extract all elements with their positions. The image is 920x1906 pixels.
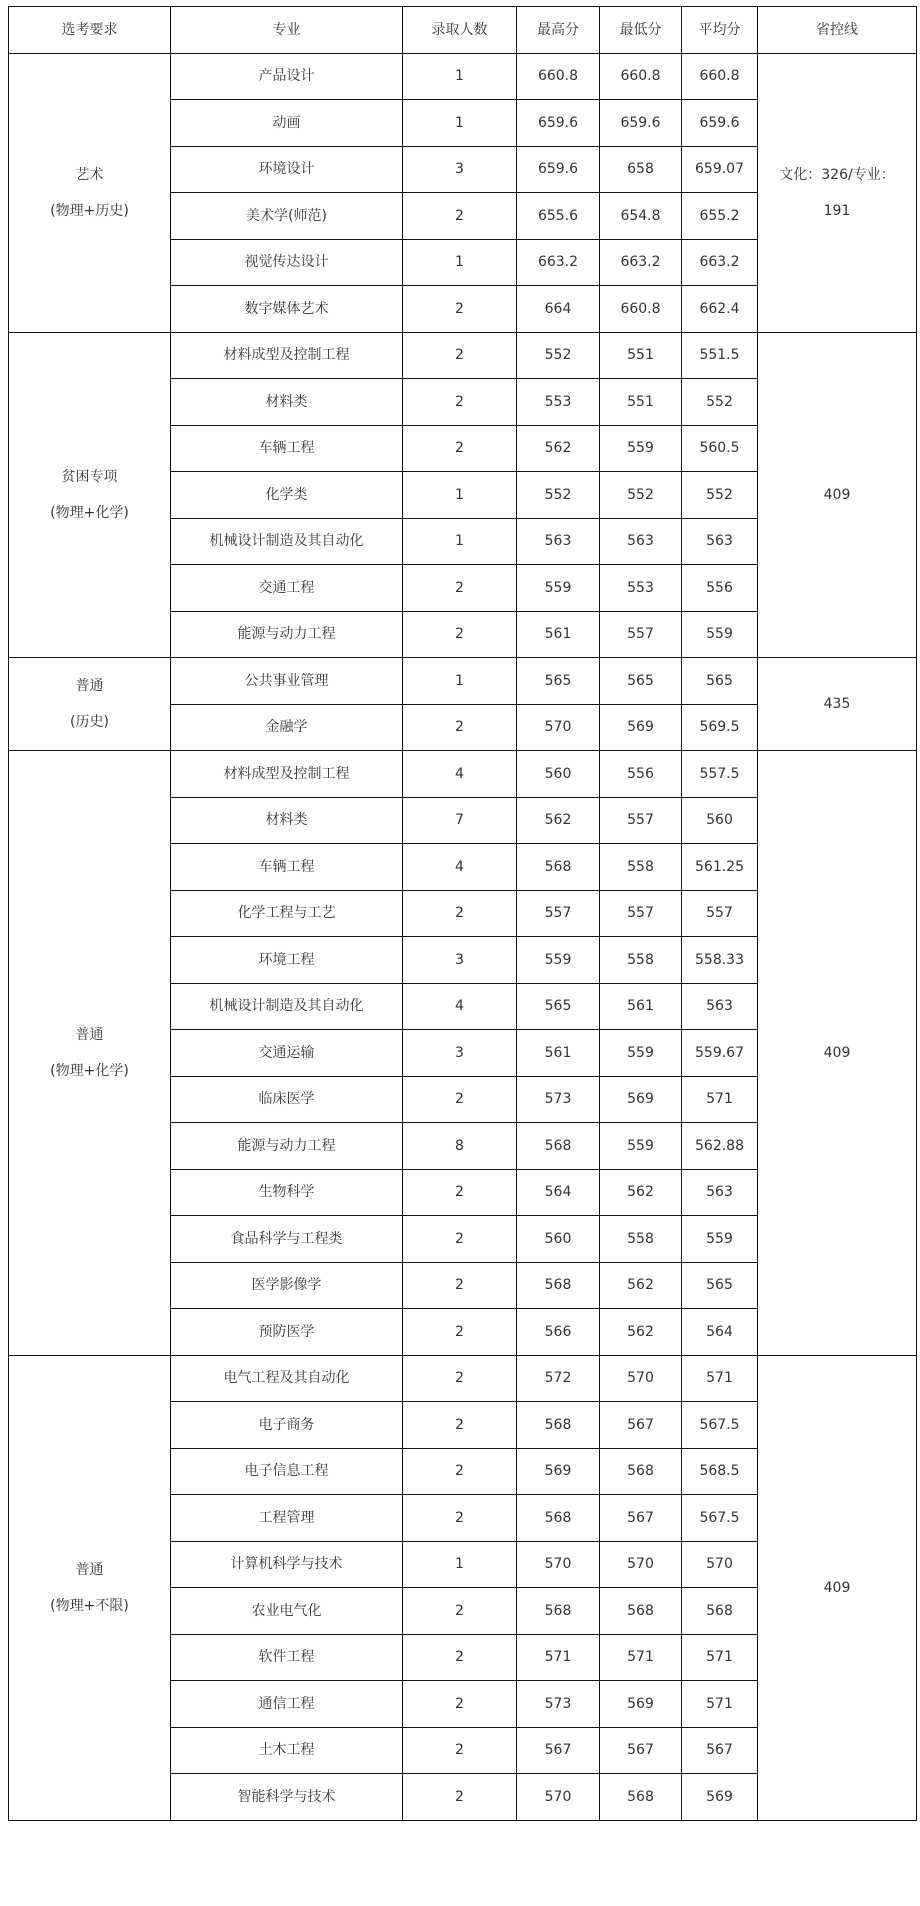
control-line-cell: 409	[758, 751, 917, 1356]
avg-score-cell: 565	[682, 1262, 758, 1309]
admitted-count-cell: 2	[403, 425, 517, 472]
admitted-count-cell: 2	[403, 1262, 517, 1309]
admitted-count-cell: 2	[403, 1076, 517, 1123]
major-cell: 材料成型及控制工程	[171, 751, 403, 798]
group-label-cell	[9, 751, 171, 1356]
admitted-count-cell: 1	[403, 53, 517, 100]
header-admitted-count: 录取人数	[403, 7, 517, 54]
admitted-count-cell: 2	[403, 1588, 517, 1635]
admitted-count-cell: 1	[403, 239, 517, 286]
min-score-cell: 563	[600, 518, 682, 565]
avg-score-cell: 552	[682, 472, 758, 519]
avg-score-cell: 569	[682, 1774, 758, 1821]
admitted-count-cell: 2	[403, 1402, 517, 1449]
avg-score-cell: 571	[682, 1355, 758, 1402]
min-score-cell: 659.6	[600, 100, 682, 147]
max-score-cell: 565	[517, 658, 600, 705]
table-body	[9, 53, 917, 1820]
max-score-cell: 659.6	[517, 146, 600, 193]
min-score-cell: 570	[600, 1541, 682, 1588]
group-type: 贫困专项	[61, 468, 118, 485]
avg-score-cell: 662.4	[682, 286, 758, 333]
min-score-cell: 557	[600, 611, 682, 658]
major-cell: 材料类	[171, 797, 403, 844]
avg-score-cell: 567.5	[682, 1402, 758, 1449]
min-score-cell: 660.8	[600, 53, 682, 100]
max-score-cell: 664	[517, 286, 600, 333]
max-score-cell: 573	[517, 1076, 600, 1123]
major-cell: 能源与动力工程	[171, 1123, 403, 1170]
avg-score-cell: 571	[682, 1076, 758, 1123]
admitted-count-cell: 1	[403, 1541, 517, 1588]
header-major: 专业	[171, 7, 403, 54]
max-score-cell: 570	[517, 1774, 600, 1821]
admitted-count-cell: 2	[403, 1216, 517, 1263]
min-score-cell: 561	[600, 983, 682, 1030]
group-subjects: (物理+化学)	[50, 504, 129, 521]
admitted-count-cell: 2	[403, 379, 517, 426]
table-row	[9, 658, 917, 705]
group-subjects: (物理+不限)	[50, 1597, 129, 1614]
group-type: 普通	[75, 1026, 104, 1043]
admitted-count-cell: 2	[403, 1681, 517, 1728]
avg-score-cell: 660.8	[682, 53, 758, 100]
table-row	[9, 332, 917, 379]
max-score-cell: 572	[517, 1355, 600, 1402]
max-score-cell: 573	[517, 1681, 600, 1728]
major-cell: 机械设计制造及其自动化	[171, 518, 403, 565]
major-cell: 材料类	[171, 379, 403, 426]
max-score-cell: 655.6	[517, 193, 600, 240]
max-score-cell: 562	[517, 797, 600, 844]
major-cell: 产品设计	[171, 53, 403, 100]
major-cell: 车辆工程	[171, 425, 403, 472]
major-cell: 电气工程及其自动化	[171, 1355, 403, 1402]
header-max-score: 最高分	[517, 7, 600, 54]
admitted-count-cell: 2	[403, 1355, 517, 1402]
group-subjects: (历史)	[70, 714, 109, 730]
major-cell: 电子商务	[171, 1402, 403, 1449]
avg-score-cell: 663.2	[682, 239, 758, 286]
max-score-cell: 663.2	[517, 239, 600, 286]
major-cell: 医学影像学	[171, 1262, 403, 1309]
admitted-count-cell: 1	[403, 658, 517, 705]
avg-score-cell: 563	[682, 518, 758, 565]
min-score-cell: 551	[600, 379, 682, 426]
major-cell: 车辆工程	[171, 844, 403, 891]
major-cell: 农业电气化	[171, 1588, 403, 1635]
min-score-cell: 660.8	[600, 286, 682, 333]
max-score-cell: 568	[517, 1588, 600, 1635]
avg-score-cell: 559.67	[682, 1030, 758, 1077]
admitted-count-cell: 2	[403, 1495, 517, 1542]
min-score-cell: 568	[600, 1774, 682, 1821]
min-score-cell: 562	[600, 1309, 682, 1356]
max-score-cell: 564	[517, 1169, 600, 1216]
admitted-count-cell: 8	[403, 1123, 517, 1170]
admitted-count-cell: 3	[403, 937, 517, 984]
max-score-cell: 560	[517, 751, 600, 798]
min-score-cell: 571	[600, 1634, 682, 1681]
major-cell: 金融学	[171, 704, 403, 751]
min-score-cell: 552	[600, 472, 682, 519]
admitted-count-cell: 2	[403, 193, 517, 240]
min-score-cell: 558	[600, 937, 682, 984]
group-label-cell	[9, 53, 171, 332]
major-cell: 机械设计制造及其自动化	[171, 983, 403, 1030]
header-avg-score: 平均分	[682, 7, 758, 54]
max-score-cell: 552	[517, 332, 600, 379]
major-cell: 环境设计	[171, 146, 403, 193]
min-score-cell: 557	[600, 890, 682, 937]
major-cell: 临床医学	[171, 1076, 403, 1123]
max-score-cell: 568	[517, 1123, 600, 1170]
group-type: 艺术	[75, 166, 104, 183]
admitted-count-cell: 1	[403, 518, 517, 565]
avg-score-cell: 567	[682, 1727, 758, 1774]
max-score-cell: 559	[517, 937, 600, 984]
major-cell: 工程管理	[171, 1495, 403, 1542]
group-subjects: (物理+化学)	[50, 1062, 129, 1079]
min-score-cell: 551	[600, 332, 682, 379]
avg-score-cell: 556	[682, 565, 758, 612]
avg-score-cell: 570	[682, 1541, 758, 1588]
avg-score-cell: 559	[682, 611, 758, 658]
avg-score-cell: 568.5	[682, 1448, 758, 1495]
max-score-cell: 568	[517, 1495, 600, 1542]
min-score-cell: 658	[600, 146, 682, 193]
major-cell: 美术学(师范)	[171, 193, 403, 240]
group-subjects: (物理+历史)	[50, 202, 129, 219]
avg-score-cell: 561.25	[682, 844, 758, 891]
avg-score-cell: 659.07	[682, 146, 758, 193]
header-subject-requirement: 选考要求	[9, 7, 171, 54]
admission-scores-table	[8, 6, 917, 1821]
max-score-cell: 660.8	[517, 53, 600, 100]
max-score-cell: 659.6	[517, 100, 600, 147]
admitted-count-cell: 2	[403, 890, 517, 937]
header-min-score: 最低分	[600, 7, 682, 54]
min-score-cell: 569	[600, 1681, 682, 1728]
group-type: 普通	[75, 1561, 104, 1578]
min-score-cell: 569	[600, 1076, 682, 1123]
min-score-cell: 559	[600, 1123, 682, 1170]
group-label-cell	[9, 332, 171, 658]
major-cell: 电子信息工程	[171, 1448, 403, 1495]
avg-score-cell: 565	[682, 658, 758, 705]
max-score-cell: 571	[517, 1634, 600, 1681]
admitted-count-cell: 1	[403, 472, 517, 519]
header-row	[9, 7, 917, 54]
major-cell: 动画	[171, 100, 403, 147]
max-score-cell: 561	[517, 1030, 600, 1077]
max-score-cell: 570	[517, 704, 600, 751]
major-cell: 材料成型及控制工程	[171, 332, 403, 379]
table-row	[9, 751, 917, 798]
min-score-cell: 553	[600, 565, 682, 612]
major-cell: 智能科学与技术	[171, 1774, 403, 1821]
major-cell: 化学工程与工艺	[171, 890, 403, 937]
max-score-cell: 570	[517, 1541, 600, 1588]
group-type: 普通	[75, 678, 104, 694]
control-line-cell: 409	[758, 1355, 917, 1820]
avg-score-cell: 551.5	[682, 332, 758, 379]
admitted-count-cell: 2	[403, 1309, 517, 1356]
major-cell: 软件工程	[171, 1634, 403, 1681]
min-score-cell: 568	[600, 1588, 682, 1635]
min-score-cell: 567	[600, 1727, 682, 1774]
admitted-count-cell: 2	[403, 1448, 517, 1495]
max-score-cell: 552	[517, 472, 600, 519]
header-control-line: 省控线	[758, 7, 917, 54]
avg-score-cell: 563	[682, 983, 758, 1030]
admitted-count-cell: 4	[403, 751, 517, 798]
max-score-cell: 553	[517, 379, 600, 426]
max-score-cell: 567	[517, 1727, 600, 1774]
major-cell: 计算机科学与技术	[171, 1541, 403, 1588]
admitted-count-cell: 2	[403, 704, 517, 751]
min-score-cell: 557	[600, 797, 682, 844]
major-cell: 数字媒体艺术	[171, 286, 403, 333]
max-score-cell: 562	[517, 425, 600, 472]
admitted-count-cell: 7	[403, 797, 517, 844]
avg-score-cell: 559	[682, 1216, 758, 1263]
admitted-count-cell: 2	[403, 565, 517, 612]
major-cell: 化学类	[171, 472, 403, 519]
avg-score-cell: 655.2	[682, 193, 758, 240]
avg-score-cell: 558.33	[682, 937, 758, 984]
min-score-cell: 559	[600, 425, 682, 472]
table-row	[9, 1355, 917, 1402]
min-score-cell: 558	[600, 1216, 682, 1263]
max-score-cell: 560	[517, 1216, 600, 1263]
avg-score-cell: 552	[682, 379, 758, 426]
avg-score-cell: 571	[682, 1634, 758, 1681]
max-score-cell: 561	[517, 611, 600, 658]
control-line-cell: 409	[758, 332, 917, 658]
major-cell: 食品科学与工程类	[171, 1216, 403, 1263]
max-score-cell: 559	[517, 565, 600, 612]
avg-score-cell: 564	[682, 1309, 758, 1356]
min-score-cell: 565	[600, 658, 682, 705]
max-score-cell: 563	[517, 518, 600, 565]
major-cell: 土木工程	[171, 1727, 403, 1774]
major-cell: 公共事业管理	[171, 658, 403, 705]
admitted-count-cell: 2	[403, 1727, 517, 1774]
admitted-count-cell: 2	[403, 1169, 517, 1216]
max-score-cell: 569	[517, 1448, 600, 1495]
table-row	[9, 53, 917, 100]
major-cell: 生物科学	[171, 1169, 403, 1216]
avg-score-cell: 659.6	[682, 100, 758, 147]
control-line-cell: 435	[758, 658, 917, 751]
avg-score-cell: 571	[682, 1681, 758, 1728]
min-score-cell: 556	[600, 751, 682, 798]
max-score-cell: 568	[517, 844, 600, 891]
max-score-cell: 568	[517, 1262, 600, 1309]
major-cell: 视觉传达设计	[171, 239, 403, 286]
major-cell: 交通运输	[171, 1030, 403, 1077]
admitted-count-cell: 3	[403, 146, 517, 193]
major-cell: 预防医学	[171, 1309, 403, 1356]
min-score-cell: 559	[600, 1030, 682, 1077]
admitted-count-cell: 3	[403, 1030, 517, 1077]
admitted-count-cell: 2	[403, 286, 517, 333]
min-score-cell: 569	[600, 704, 682, 751]
min-score-cell: 567	[600, 1402, 682, 1449]
admitted-count-cell: 2	[403, 611, 517, 658]
min-score-cell: 562	[600, 1169, 682, 1216]
major-cell: 能源与动力工程	[171, 611, 403, 658]
admitted-count-cell: 4	[403, 844, 517, 891]
max-score-cell: 557	[517, 890, 600, 937]
group-label-cell	[9, 1355, 171, 1820]
min-score-cell: 568	[600, 1448, 682, 1495]
avg-score-cell: 567.5	[682, 1495, 758, 1542]
min-score-cell: 570	[600, 1355, 682, 1402]
max-score-cell: 568	[517, 1402, 600, 1449]
max-score-cell: 566	[517, 1309, 600, 1356]
avg-score-cell: 563	[682, 1169, 758, 1216]
avg-score-cell: 557	[682, 890, 758, 937]
major-cell: 通信工程	[171, 1681, 403, 1728]
avg-score-cell: 568	[682, 1588, 758, 1635]
group-label-cell	[9, 658, 171, 751]
avg-score-cell: 560.5	[682, 425, 758, 472]
admitted-count-cell: 2	[403, 1774, 517, 1821]
min-score-cell: 562	[600, 1262, 682, 1309]
min-score-cell: 558	[600, 844, 682, 891]
control-line-cell: 文化：326/专业：191	[758, 53, 917, 332]
avg-score-cell: 557.5	[682, 751, 758, 798]
admitted-count-cell: 2	[403, 1634, 517, 1681]
avg-score-cell: 569.5	[682, 704, 758, 751]
admitted-count-cell: 2	[403, 332, 517, 379]
avg-score-cell: 562.88	[682, 1123, 758, 1170]
max-score-cell: 565	[517, 983, 600, 1030]
min-score-cell: 663.2	[600, 239, 682, 286]
min-score-cell: 567	[600, 1495, 682, 1542]
major-cell: 交通工程	[171, 565, 403, 612]
min-score-cell: 654.8	[600, 193, 682, 240]
major-cell: 环境工程	[171, 937, 403, 984]
admitted-count-cell: 1	[403, 100, 517, 147]
avg-score-cell: 560	[682, 797, 758, 844]
admitted-count-cell: 4	[403, 983, 517, 1030]
